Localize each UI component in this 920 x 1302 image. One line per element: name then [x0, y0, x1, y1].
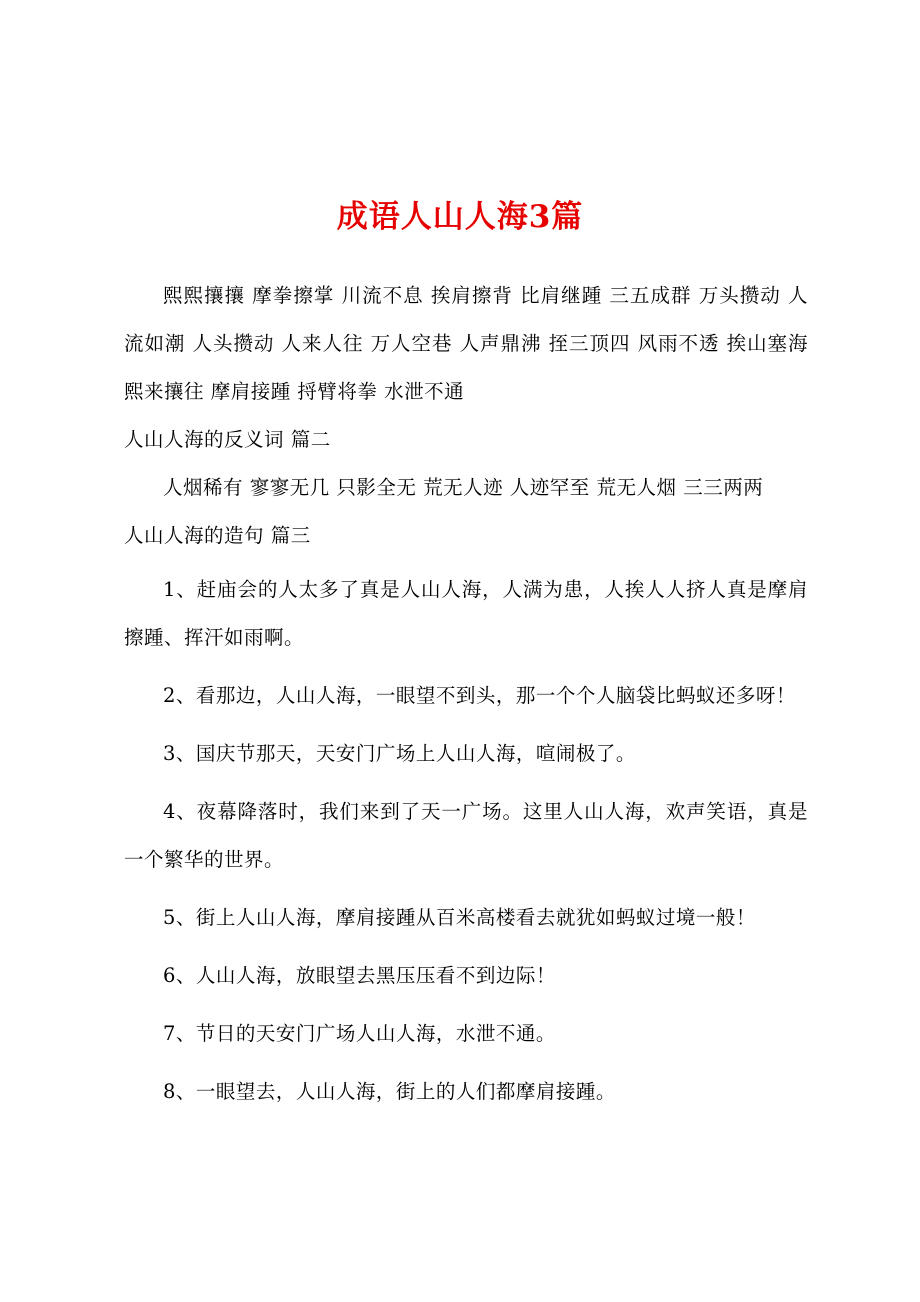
document-body [124, 272, 808, 1116]
document-title: 成语人山人海3篇 [336, 199, 584, 235]
idiom-list-paragraph: 熙熙攘攘 摩拳擦掌 川流不息 挨肩擦背 比肩继踵 三五成群 万头攒动 人流如潮 人头攒动 人来人往 万人空巷 人声鼎沸 挃三顶四 风雨不透 挨山塞海 熙来攘往 摩肩接踵 捋臂将拳 水泄不通 [124, 284, 808, 403]
sentence-item: 4、夜幕降落时，我们来到了天一广场。这里人山人海，欢声笑语，真是一个繁华的世界。 [124, 800, 808, 871]
section-heading-antonyms: 人山人海的反义词 篇二 [124, 428, 331, 451]
sentence-item: 7、节日的天安门广场人山人海，水泄不通。 [163, 1022, 556, 1045]
antonym-list-paragraph: 人烟稀有 寥寥无几 只影全无 荒无人迹 人迹罕至 荒无人烟 三三两两 [163, 476, 764, 499]
sentence-item: 6、人山人海，放眼望去黑压压看不到边际！ [163, 964, 556, 987]
sentence-item: 1、赶庙会的人太多了真是人山人海，人满为患，人挨人人挤人真是摩肩擦踵、挥汗如雨啊。 [124, 578, 808, 649]
sentence-item: 5、街上人山人海，摩肩接踵从百米高楼看去就犹如蚂蚁过境一般！ [163, 906, 756, 929]
section-heading-sentences: 人山人海的造句 篇三 [124, 524, 311, 547]
sentence-item: 3、国庆节那天，天安门广场上人山人海，喧闹极了。 [163, 742, 636, 765]
sentence-item: 2、看那边，人山人海，一眼望不到头，那一个个人脑袋比蚂蚁还多呀！ [163, 684, 796, 707]
sentence-item: 8、一眼望去，人山人海，街上的人们都摩肩接踵。 [163, 1080, 616, 1103]
